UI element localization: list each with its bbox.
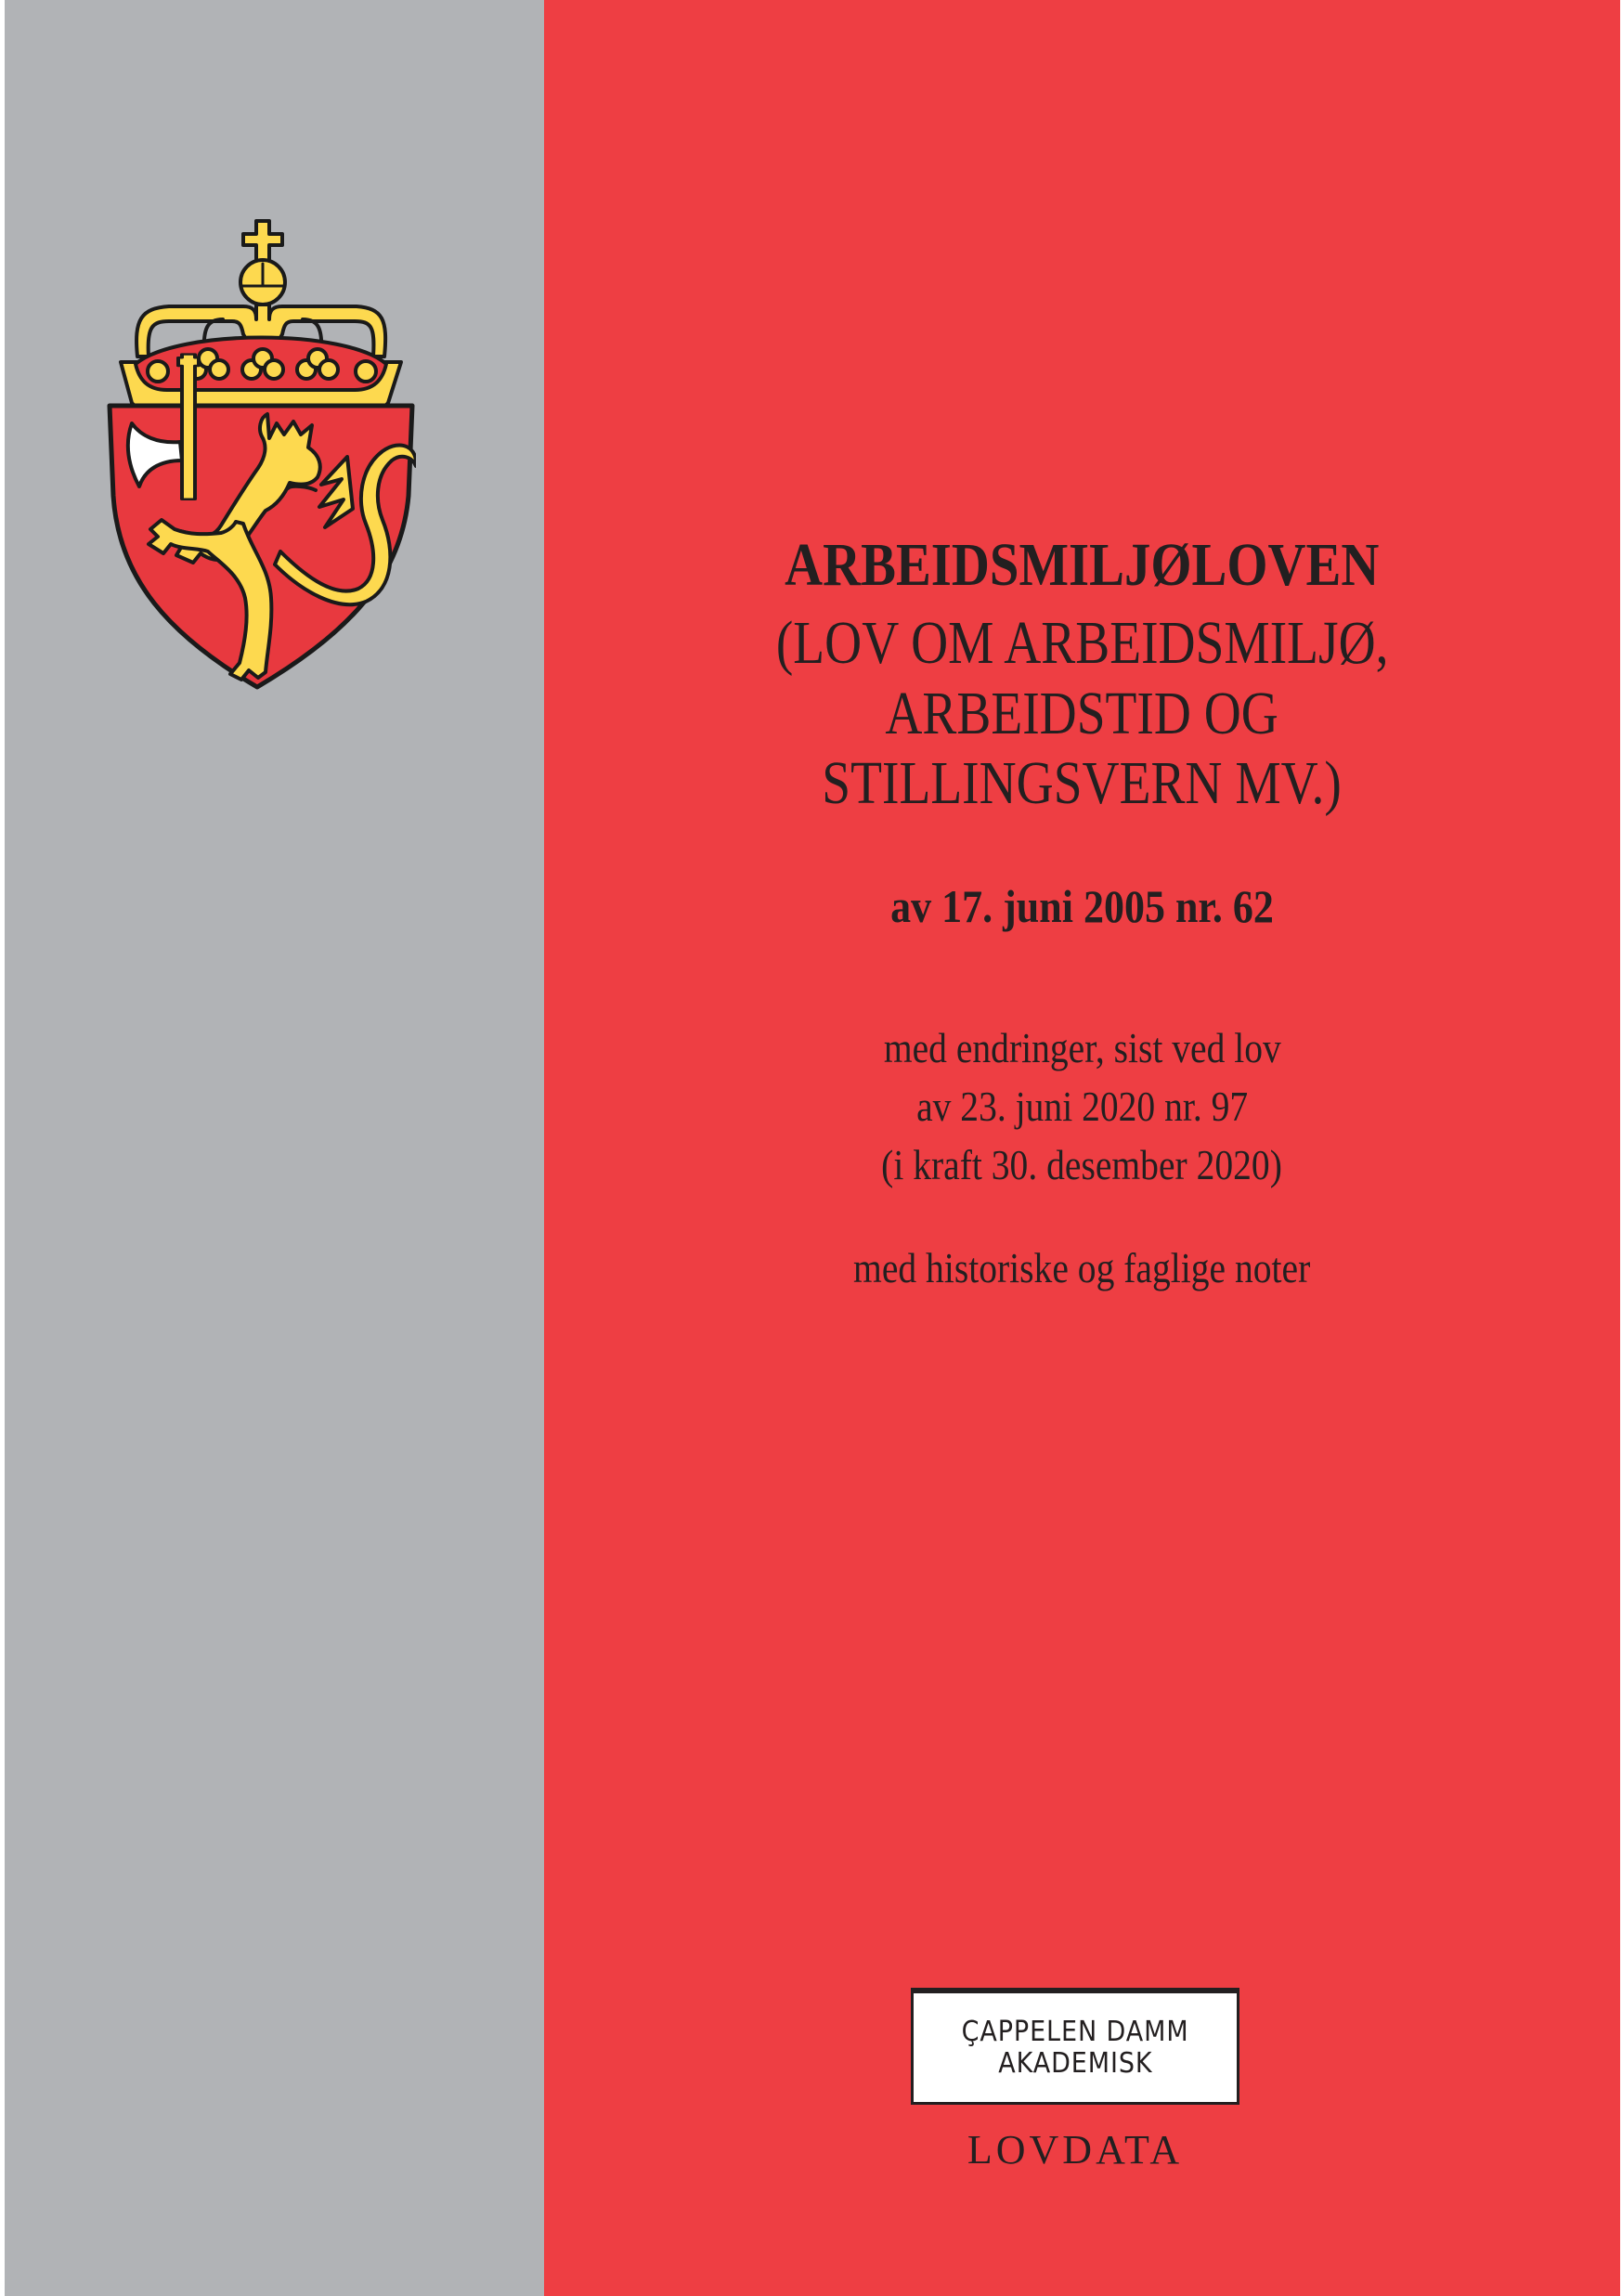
book-subtitle-text: (LOV OM ARBEIDSMILJØ, <box>775 609 1389 677</box>
notes-line <box>544 1244 1620 1291</box>
book-subtitle-text: ARBEIDSTID OG <box>885 680 1279 747</box>
book-subtitle-line-3 <box>544 749 1620 817</box>
publisher-logo-line-1: ÇAPPELEN DAMM <box>961 2015 1189 2048</box>
publisher-logo <box>911 1988 1239 2105</box>
amendment-text: (i kraft 30. desember 2020) <box>881 1141 1283 1188</box>
book-subtitle-line-1 <box>544 609 1620 677</box>
amendment-line-2 <box>544 1085 1620 1128</box>
book-subtitle-line-2 <box>544 680 1620 747</box>
amendment-line-1 <box>544 1024 1620 1071</box>
book-title <box>544 531 1620 599</box>
partner-name: LOVDATA <box>967 2127 1184 2173</box>
notes-text: med historiske og faglige noter <box>853 1244 1311 1291</box>
amendment-text: med endringer, sist ved lov <box>883 1024 1281 1071</box>
publisher-logo-line-2: AKADEMISK <box>997 2046 1153 2080</box>
book-title-text: ARBEIDSMILJØLOVEN <box>785 531 1380 599</box>
book-subtitle-text: STILLINGSVERN MV.) <box>822 749 1343 817</box>
enacted-date-text: av 17. juni 2005 nr. 62 <box>890 880 1274 932</box>
amendment-text: av 23. juni 2020 nr. 97 <box>915 1083 1249 1130</box>
coat-of-arms-icon <box>104 217 416 693</box>
enacted-date <box>544 880 1620 932</box>
amendment-line-3 <box>544 1141 1620 1188</box>
